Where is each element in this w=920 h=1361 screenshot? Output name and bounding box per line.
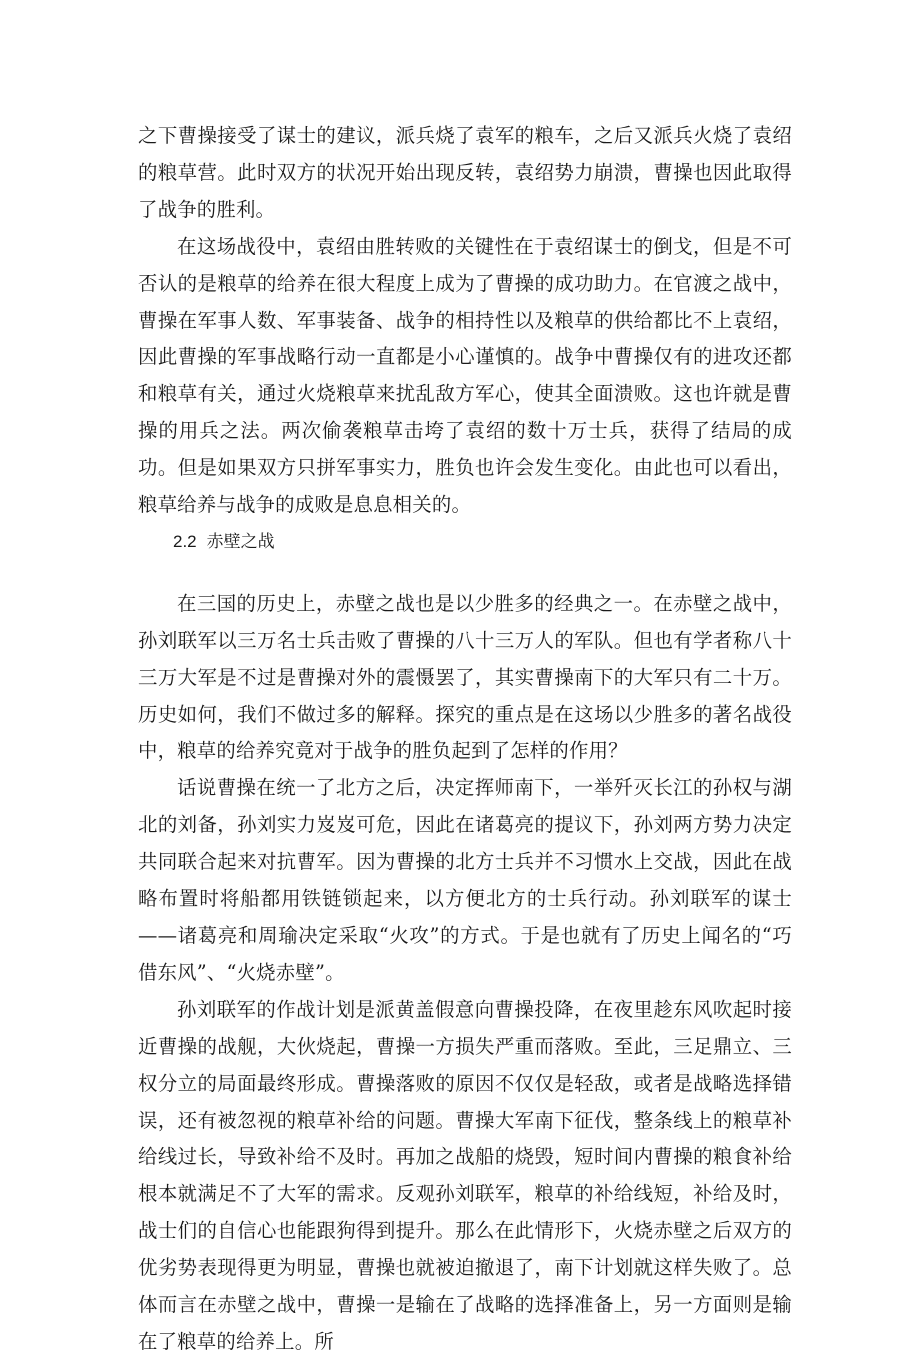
section-title: 赤壁之战 [206, 531, 275, 551]
paragraph-chibi-analysis: 孙刘联军的作战计划是派黄盖假意向曹操投降，在夜里趁东风吹起时接近曹操的战舰，大伙烧起，曹操一方损失严重而落败。至此，三足鼎立、三权分立的局面最终形成。曹操落败的原因不仅仅是轻敌，或者是战略选择错误，还有被忽视的粮草补给的问题。曹操大军南下征伐，整条线上的粮草补给线过长，导致补给不及时。再加之战船的烧毁，短时间内曹操的粮食补给根本就满足不了大军的需求。反观孙刘联军，粮草的补给线短，补给及时，战士们的自信心也能跟狗得到提升。那么在此情形下，火烧赤壁之后双方的优劣势表现得更为明显，曹操也就被迫撤退了，南下计划就这样失败了。总体而言在赤壁之战中，曹操一是输在了战略的选择准备上，另一方面则是输在了粮草的给养上。所 [138, 997, 792, 1353]
heading-spacer [138, 561, 792, 586]
paragraph-guandu-analysis: 在这场战役中，袁绍由胜转败的关键性在于袁绍谋士的倒戈，但是不可否认的是粮草的给养在很大程度上成为了曹操的成功助力。在官渡之战中，曹操在军事人数、军事装备、战争的相持性以及粮草的供给都比不上袁绍，因此曹操的军事战略行动一直都是小心谨慎的。战争中曹操仅有的进攻还都和粮草有关，通过火烧粮草来扰乱敌方军心，使其全面溃败。这也许就是曹操的用兵之法。两次偷袭粮草击垮了袁绍的数十万士兵，获得了结局的成功。但是如果双方只拼军事实力，胜负也许会发生变化。由此也可以看出，粮草给养与战争的成败是息息相关的。 [138, 234, 792, 517]
section-heading [138, 524, 792, 561]
paragraph-chibi-background: 话说曹操在统一了北方之后，决定挥师南下，一举歼灭长江的孙权与湖北的刘备，孙刘实力岌岌可危，因此在诸葛亮的提议下，孙刘两方势力决定共同联合起来对抗曹军。因为曹操的北方士兵并不习惯水上交战，因此在战略布置时将船都用铁链锁起来，以方便北方的士兵行动。孙刘联军的谋士——诸葛亮和周瑜决定采取“火攻”的方式。于是也就有了历史上闻名的“巧借东风”、“火烧赤壁”。 [138, 776, 792, 984]
section-number: 2.2 [173, 531, 197, 551]
document-body [138, 118, 792, 1361]
paragraph-continuation: 之下曹操接受了谋士的建议，派兵烧了袁军的粮车，之后又派兵火烧了袁绍的粮草营。此时双方的状况开始出现反转，袁绍势力崩溃，曹操也因此取得了战争的胜利。 [138, 124, 792, 221]
paragraph-chibi-intro: 在三国的历史上，赤壁之战也是以少胜多的经典之一。在赤壁之战中，孙刘联军以三万名士兵击败了曹操的八十三万人的军队。但也有学者称八十三万大军是不过是曹操对外的震慑罢了，其实曹操南下的大军只有二十万。历史如何，我们不做过多的解释。探究的重点是在这场以少胜多的著名战役中，粮草的给养究竟对于战争的胜负起到了怎样的作用？ [138, 591, 792, 763]
